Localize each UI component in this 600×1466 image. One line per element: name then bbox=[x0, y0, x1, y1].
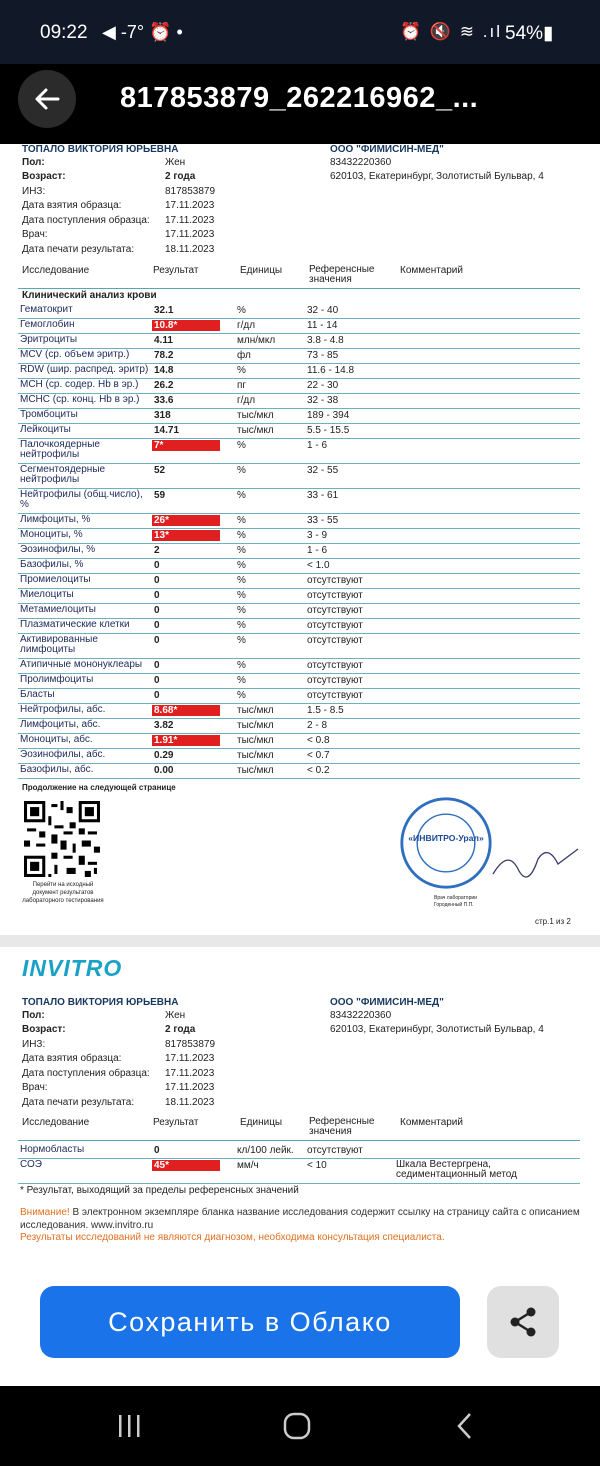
test-name-cell: Нейтрофилы, абс. bbox=[20, 704, 106, 715]
units-cell: % bbox=[237, 560, 246, 571]
units-cell: % bbox=[237, 675, 246, 686]
table-row bbox=[18, 334, 580, 349]
invitro-logo: INVITRO bbox=[22, 955, 123, 981]
org-name: ООО "ФИМИСИН-МЕД" bbox=[330, 144, 444, 155]
test-name-cell: RDW (шир. распред. эритр) bbox=[20, 364, 149, 375]
units-cell: % bbox=[237, 465, 246, 476]
share-button[interactable] bbox=[487, 1286, 559, 1358]
table-row bbox=[18, 734, 580, 749]
reference-cell: отсутствуют bbox=[307, 690, 363, 701]
test-name-cell: Базофилы, % bbox=[20, 559, 84, 570]
units-cell: % bbox=[237, 545, 246, 556]
test-name-cell: Лимфоциты, % bbox=[20, 514, 91, 525]
table-row bbox=[18, 604, 580, 619]
table-row bbox=[18, 394, 580, 409]
units-cell: тыс/мкл bbox=[237, 720, 274, 731]
col-result-2: Результат bbox=[153, 1117, 199, 1128]
table-row bbox=[18, 704, 580, 719]
col-units: Единицы bbox=[240, 265, 283, 276]
units-cell: г/дл bbox=[237, 320, 256, 331]
test-name-cell: Бласты bbox=[20, 689, 55, 700]
print-date-2: 18.11.2023 bbox=[165, 1097, 215, 1108]
warning-label: Внимание! bbox=[20, 1207, 70, 1218]
result-cell: 3.82 bbox=[154, 720, 174, 731]
result-cell: 1.91* bbox=[152, 735, 220, 746]
units-cell: пг bbox=[237, 380, 247, 391]
table-row bbox=[18, 619, 580, 634]
table-row bbox=[18, 439, 580, 464]
units-cell: % bbox=[237, 440, 246, 451]
qr-caption: Перейти на исходный документ результатов лабораторного тестирования bbox=[22, 882, 104, 904]
reference-cell: < 0.2 bbox=[307, 765, 330, 776]
test-name-cell: MCH (ср. содер. Hb в эр.) bbox=[20, 379, 139, 390]
result-cell: 2 bbox=[154, 545, 160, 556]
arrival-date: 17.11.2023 bbox=[165, 215, 215, 226]
signature-image bbox=[488, 839, 588, 884]
save-to-cloud-button[interactable]: Сохранить в Облако bbox=[40, 1286, 460, 1358]
col-comment: Комментарий bbox=[400, 265, 463, 276]
doctor-sign: Врач лаборатории Городенный П.П. bbox=[434, 895, 477, 908]
table-row bbox=[18, 764, 580, 779]
units-cell: % bbox=[237, 490, 246, 501]
units-cell: % bbox=[237, 305, 246, 316]
org-name-2: ООО "ФИМИСИН-МЕД" bbox=[330, 997, 444, 1008]
reference-cell: 1 - 6 bbox=[307, 545, 328, 556]
qr-code[interactable] bbox=[24, 801, 100, 877]
warning-text bbox=[20, 1206, 585, 1232]
result-cell: 78.2 bbox=[154, 350, 174, 361]
reference-cell: < 1.0 bbox=[307, 560, 330, 571]
units-cell: тыс/мкл bbox=[237, 705, 274, 716]
reference-cell: 5.5 - 15.5 bbox=[307, 425, 350, 436]
status-left-icons: ◀ -7° ⏰ • bbox=[102, 22, 183, 42]
result-cell: 0 bbox=[154, 660, 160, 671]
battery-indicator: 54%▮ bbox=[505, 23, 554, 44]
org-phone: 83432220360 bbox=[330, 157, 392, 168]
units-cell: % bbox=[237, 575, 246, 586]
result-cell: 0 bbox=[154, 575, 160, 586]
home-button[interactable] bbox=[277, 1408, 317, 1444]
test-name-cell: Базофилы, абс. bbox=[20, 764, 94, 775]
test-name-cell: Палочкоядерные нейтрофилы bbox=[20, 439, 100, 460]
reference-cell: 3 - 9 bbox=[307, 530, 328, 541]
units-cell: тыс/мкл bbox=[237, 750, 274, 761]
reference-cell: отсутствуют bbox=[307, 1145, 363, 1156]
result-cell: 14.8 bbox=[154, 365, 174, 376]
arrow-left-icon bbox=[33, 85, 61, 113]
print-date-label: Дата печати результата: bbox=[22, 244, 135, 255]
org-address-2: 620103, Екатеринбург, Золотистый Бульвар, 4 bbox=[330, 1024, 544, 1035]
col-units-2: Единицы bbox=[240, 1117, 283, 1128]
reference-cell: < 10 bbox=[307, 1160, 327, 1171]
reference-cell: 1 - 6 bbox=[307, 440, 328, 451]
reference-cell: отсутствуют bbox=[307, 660, 363, 671]
reference-cell: 3.8 - 4.8 bbox=[307, 335, 344, 346]
units-cell: % bbox=[237, 365, 246, 376]
reference-cell: < 0.7 bbox=[307, 750, 330, 761]
table-row bbox=[18, 1144, 580, 1159]
result-cell: 14.71 bbox=[154, 425, 180, 436]
reference-cell: 189 - 394 bbox=[307, 410, 350, 421]
table-row bbox=[18, 719, 580, 734]
result-cell: 13* bbox=[152, 530, 220, 541]
result-cell: 26.2 bbox=[154, 380, 174, 391]
home-icon bbox=[282, 1411, 312, 1441]
age-value-2: 2 года bbox=[165, 1024, 196, 1035]
arrival-date-2: 17.11.2023 bbox=[165, 1068, 215, 1079]
divider bbox=[18, 288, 580, 289]
table-row bbox=[18, 749, 580, 764]
result-cell: 4.11 bbox=[154, 335, 173, 346]
divider-2 bbox=[18, 1140, 580, 1141]
test-name-cell: Нормобласты bbox=[20, 1144, 85, 1155]
table-row bbox=[18, 659, 580, 674]
system-nav-bar bbox=[0, 1386, 600, 1466]
units-cell: % bbox=[237, 635, 246, 646]
doctor-value-2: 17.11.2023 bbox=[165, 1082, 215, 1093]
col-ref-2: Референсные значения bbox=[309, 1116, 375, 1137]
org-address: 620103, Екатеринбург, Золотистый Бульвар, 4 bbox=[330, 171, 544, 182]
inz-label-2: ИНЗ: bbox=[22, 1039, 46, 1050]
result-cell: 32.1 bbox=[154, 305, 174, 316]
result-cell: 0 bbox=[154, 590, 160, 601]
result-cell: 52 bbox=[154, 465, 166, 476]
col-comment-2: Комментарий bbox=[400, 1117, 463, 1128]
units-cell: тыс/мкл bbox=[237, 735, 274, 746]
print-date: 18.11.2023 bbox=[165, 244, 215, 255]
sex-value: Жен bbox=[165, 157, 186, 168]
result-cell: 318 bbox=[154, 410, 171, 421]
table-row bbox=[18, 464, 580, 489]
col-test: Исследование bbox=[22, 265, 90, 276]
reference-cell: 1.5 - 8.5 bbox=[307, 705, 344, 716]
test-name-cell: Сегментоядерные нейтрофилы bbox=[20, 464, 106, 485]
disclaimer: Результаты исследований не являются диагнозом, необходима консультация специалиста. bbox=[20, 1232, 445, 1243]
result-cell: 33.6 bbox=[154, 395, 174, 406]
recent-apps-button[interactable] bbox=[109, 1408, 149, 1444]
test-name-cell: Тромбоциты bbox=[20, 409, 78, 420]
units-cell: % bbox=[237, 590, 246, 601]
units-cell: тыс/мкл bbox=[237, 410, 274, 421]
test-name-cell: Атипичные мононуклеары bbox=[20, 659, 143, 670]
reference-cell: отсутствуют bbox=[307, 575, 363, 586]
back-nav-button[interactable] bbox=[445, 1408, 485, 1444]
test-name-cell: Нейтрофилы (общ.число), % bbox=[20, 489, 143, 510]
reference-cell: 22 - 30 bbox=[307, 380, 339, 391]
result-cell: 0 bbox=[154, 635, 160, 646]
result-cell: 8.68* bbox=[152, 705, 220, 716]
print-date-label-2: Дата печати результата: bbox=[22, 1097, 135, 1108]
col-ref: Референсные значения bbox=[309, 264, 375, 285]
table-row bbox=[18, 489, 580, 514]
org-phone-2: 83432220360 bbox=[330, 1010, 392, 1021]
table-row bbox=[18, 364, 580, 379]
test-name-cell: СОЭ bbox=[20, 1159, 42, 1170]
table-row bbox=[18, 674, 580, 689]
reference-cell: 11 - 14 bbox=[307, 320, 338, 331]
sex-label: Пол: bbox=[22, 157, 45, 168]
test-name-cell: Миелоциты bbox=[20, 589, 74, 600]
units-cell: % bbox=[237, 620, 246, 631]
reference-cell: отсутствуют bbox=[307, 620, 363, 631]
sex-label-2: Пол: bbox=[22, 1010, 45, 1021]
test-name-cell: Эозинофилы, абс. bbox=[20, 749, 106, 760]
units-cell: % bbox=[237, 605, 246, 616]
inz-value: 817853879 bbox=[165, 186, 216, 197]
table-row bbox=[18, 514, 580, 529]
share-icon bbox=[506, 1305, 540, 1339]
test-name-cell: Промиелоциты bbox=[20, 574, 91, 585]
back-button[interactable] bbox=[18, 70, 76, 128]
page-number: стр.1 из 2 bbox=[535, 917, 571, 926]
units-cell: фл bbox=[237, 350, 251, 361]
units-cell: кл/100 лейк. bbox=[237, 1145, 294, 1156]
sample-date: 17.11.2023 bbox=[165, 200, 215, 211]
test-name-cell: Моноциты, % bbox=[20, 529, 83, 540]
result-cell: 0.00 bbox=[154, 765, 174, 776]
doctor-value: 17.11.2023 bbox=[165, 229, 215, 240]
table-row bbox=[18, 589, 580, 604]
age-value: 2 года bbox=[165, 171, 196, 182]
stamp-image bbox=[398, 795, 494, 891]
status-right-icons: ⏰ 🔇 ≋ .ıl bbox=[400, 22, 502, 41]
col-result: Результат bbox=[153, 265, 199, 276]
units-cell: мм/ч bbox=[237, 1160, 259, 1171]
table-row bbox=[18, 379, 580, 394]
table-row bbox=[18, 574, 580, 589]
result-cell: 59 bbox=[154, 490, 166, 501]
arrival-date-label: Дата поступления образца: bbox=[22, 215, 150, 226]
stamp-text: «ИНВИТРО-Урал» bbox=[408, 833, 484, 844]
result-cell: 0.29 bbox=[154, 750, 174, 761]
col-test-2: Исследование bbox=[22, 1117, 90, 1128]
reference-cell: 2 - 8 bbox=[307, 720, 328, 731]
result-cell: 0 bbox=[154, 605, 160, 616]
units-cell: % bbox=[237, 530, 246, 541]
reference-cell: отсутствуют bbox=[307, 590, 363, 601]
reference-cell: отсутствуют bbox=[307, 635, 363, 646]
continued-note: Продолжение на следующей странице bbox=[22, 783, 176, 792]
reference-cell: 32 - 38 bbox=[307, 395, 339, 406]
warning-body: В электронном экземпляре бланка название исследования содержит ссылку на страницу сайта с описанием исследования. www.invitro.ru bbox=[20, 1207, 580, 1231]
test-name-cell: Эритроциты bbox=[20, 334, 78, 345]
reference-cell: отсутствуют bbox=[307, 605, 363, 616]
arrival-date-label-2: Дата поступления образца: bbox=[22, 1068, 150, 1079]
test-name-cell: Гемоглобин bbox=[20, 319, 75, 330]
table-row bbox=[18, 304, 580, 319]
table-row bbox=[18, 1159, 580, 1184]
reference-cell: отсутствуют bbox=[307, 675, 363, 686]
sample-date-label-2: Дата взятия образца: bbox=[22, 1053, 122, 1064]
reference-cell: 33 - 61 bbox=[307, 490, 339, 501]
footnote: * Результат, выходящий за пределы референсных значений bbox=[20, 1185, 299, 1196]
reference-cell: 11.6 - 14.8 bbox=[307, 365, 355, 376]
test-name-cell: Лимфоциты, абс. bbox=[20, 719, 101, 730]
test-name-cell: Лейкоциты bbox=[20, 424, 71, 435]
status-time: 09:22 bbox=[40, 22, 88, 43]
table-row bbox=[18, 409, 580, 424]
patient-name-2: ТОПАЛО ВИКТОРИЯ ЮРЬЕВНА bbox=[22, 997, 179, 1008]
status-bar bbox=[0, 0, 600, 64]
table-row bbox=[18, 634, 580, 659]
test-name-cell: Метамиелоциты bbox=[20, 604, 96, 615]
result-cell: 45* bbox=[152, 1160, 220, 1171]
table-row bbox=[18, 529, 580, 544]
chevron-left-icon bbox=[453, 1411, 477, 1441]
units-cell: млн/мкл bbox=[237, 335, 276, 346]
units-cell: % bbox=[237, 660, 246, 671]
sample-date-2: 17.11.2023 bbox=[165, 1053, 215, 1064]
units-cell: г/дл bbox=[237, 395, 256, 406]
table-row bbox=[18, 349, 580, 364]
test-name-cell: MCHC (ср. конц. Hb в эр.) bbox=[20, 394, 140, 405]
reference-cell: 33 - 55 bbox=[307, 515, 339, 526]
test-name-cell: Пролимфоциты bbox=[20, 674, 94, 685]
age-label-2: Возраст: bbox=[22, 1024, 66, 1035]
units-cell: тыс/мкл bbox=[237, 765, 274, 776]
app-bar bbox=[0, 64, 600, 144]
units-cell: % bbox=[237, 690, 246, 701]
table-row bbox=[18, 319, 580, 334]
table-row bbox=[18, 689, 580, 704]
section-title: Клинический анализ крови bbox=[22, 290, 157, 301]
units-cell: % bbox=[237, 515, 246, 526]
inz-value-2: 817853879 bbox=[165, 1039, 216, 1050]
patient-name: ТОПАЛО ВИКТОРИЯ ЮРЬЕВНА bbox=[22, 144, 179, 155]
result-cell: 0 bbox=[154, 690, 160, 701]
table-row bbox=[18, 544, 580, 559]
table-row bbox=[18, 424, 580, 439]
comment-cell: Шкала Вестергрена, седиментационный метод bbox=[396, 1159, 517, 1180]
result-cell: 26* bbox=[152, 515, 220, 526]
inz-label: ИНЗ: bbox=[22, 186, 46, 197]
result-cell: 0 bbox=[154, 560, 160, 571]
sample-date-label: Дата взятия образца: bbox=[22, 200, 122, 211]
test-name-cell: Моноциты, абс. bbox=[20, 734, 93, 745]
reference-cell: < 0.8 bbox=[307, 735, 330, 746]
units-cell: тыс/мкл bbox=[237, 425, 274, 436]
table-row bbox=[18, 559, 580, 574]
age-label: Возраст: bbox=[22, 171, 66, 182]
test-name-cell: Активированные лимфоциты bbox=[20, 634, 98, 655]
test-name-cell: Плазматические клетки bbox=[20, 619, 130, 630]
result-cell: 0 bbox=[154, 1145, 160, 1156]
result-cell: 7* bbox=[152, 440, 220, 451]
doctor-label-2: Врач: bbox=[22, 1082, 48, 1093]
test-name-cell: MCV (ср. объем эритр.) bbox=[20, 349, 130, 360]
test-name-cell: Эозинофилы, % bbox=[20, 544, 96, 555]
result-cell: 0 bbox=[154, 675, 160, 686]
result-cell: 10.8* bbox=[152, 320, 220, 331]
doctor-label: Врач: bbox=[22, 229, 48, 240]
reference-cell: 32 - 40 bbox=[307, 305, 339, 316]
test-name-cell: Гематокрит bbox=[20, 304, 73, 315]
sex-value-2: Жен bbox=[165, 1010, 186, 1021]
page-separator bbox=[0, 935, 600, 947]
reference-cell: 73 - 85 bbox=[307, 350, 339, 361]
recents-icon bbox=[114, 1412, 144, 1440]
reference-cell: 32 - 55 bbox=[307, 465, 339, 476]
document-title: 817853879_262216962_... bbox=[120, 82, 479, 114]
result-cell: 0 bbox=[154, 620, 160, 631]
